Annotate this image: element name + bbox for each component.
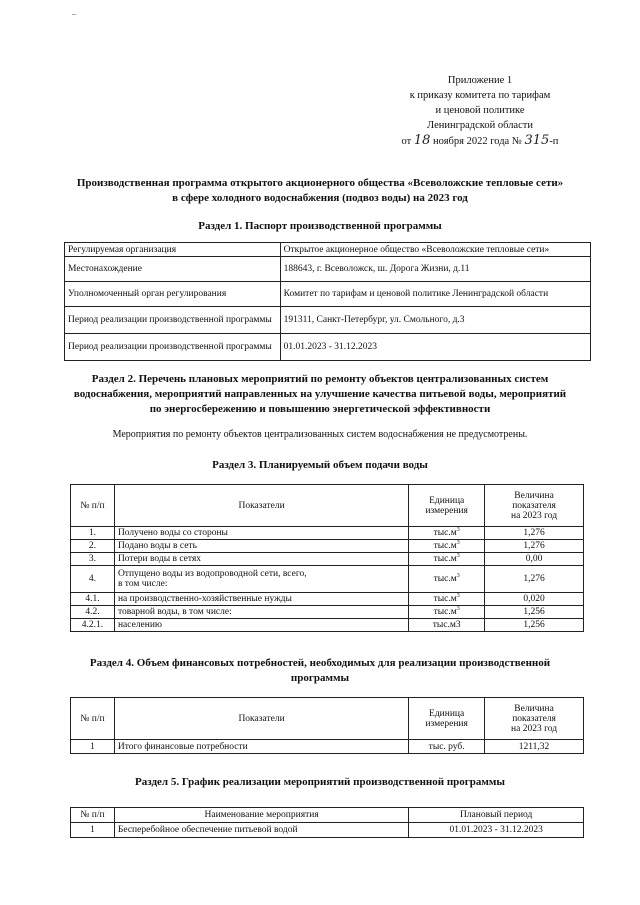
section2-heading-line1: Раздел 2. Перечень плановых мероприятий по ремонту объектов централизованных систем [91, 373, 549, 385]
row-num: 4.1. [71, 593, 115, 606]
section2-note: Мероприятия по ремонту объектов централизованных систем водоснабжения не предусмотрены. [112, 429, 528, 440]
table-row [71, 527, 584, 540]
section1-heading: Раздел 1. Паспорт производственной программы [198, 220, 442, 232]
table-row [65, 282, 591, 307]
row-name-line2: в том числе: [117, 579, 168, 589]
passport-label: Уполномоченный орган регулирования [65, 282, 281, 307]
table-header-row [71, 698, 584, 740]
row-value: 1211,32 [485, 740, 584, 754]
header-value [485, 698, 584, 740]
section3-heading: Раздел 3. Планируемый объем подачи воды [212, 459, 428, 471]
header-num: № п/п [71, 698, 115, 740]
number-suffix: -п [549, 136, 559, 147]
row-num: 2. [71, 540, 115, 553]
header-unit-line1: Единица [429, 708, 465, 719]
table-row [65, 307, 591, 334]
header-value-line2: показателя [512, 500, 556, 511]
row-name: Итого финансовые потребности [114, 740, 408, 754]
section4-heading-line2: программы [290, 672, 350, 684]
unit-text: тыс.м [433, 541, 457, 551]
table-row [65, 334, 591, 361]
table-row [71, 823, 584, 838]
header-indicator: Показатели [114, 485, 408, 527]
document-title [40, 176, 600, 206]
table-row [65, 243, 591, 257]
section2-heading-line2: водоснабжения, мероприятий направленных на улучшение качества питьевой воды, мероприятий [73, 388, 567, 400]
row-unit: тыс. руб. [409, 740, 485, 754]
row-unit [409, 540, 485, 553]
table-header-row [71, 808, 584, 823]
row-period: 01.01.2023 - 31.12.2023 [409, 823, 584, 838]
row-value: 1,256 [485, 619, 584, 632]
row-num: 1 [71, 823, 115, 838]
header-period: Плановый период [409, 808, 584, 823]
row-name: Подано воды в сеть [114, 540, 408, 553]
appendix-block [380, 73, 580, 149]
header-num: № п/п [71, 808, 115, 823]
row-value: 1,276 [485, 527, 584, 540]
row-name [114, 566, 408, 593]
header-unit-line2: измерения [425, 718, 468, 729]
header-value-line3: на 2023 год [511, 510, 558, 521]
passport-label: Период реализации производственной программы [65, 334, 281, 361]
table-header-row [71, 485, 584, 527]
row-value: 0,020 [485, 593, 584, 606]
title-line1: Производственная программа открытого акционерного общества «Всеволожские тепловые сети» [76, 177, 564, 189]
row-name: на производственно-хозяйственные нужды [114, 593, 408, 606]
table-row [71, 540, 584, 553]
row-value: 1,276 [485, 566, 584, 593]
row-num: 1. [71, 527, 115, 540]
table-row [71, 553, 584, 566]
passport-value: 191311, Санкт-Петербург, ул. Смольного, д.3 [280, 307, 590, 334]
unit-text: тыс.м [433, 554, 457, 564]
date-prefix: от [401, 136, 412, 147]
unit-sup: 3 [456, 592, 460, 599]
section2-heading [40, 372, 600, 417]
appendix-date-line [380, 133, 580, 149]
row-name: населению [114, 619, 408, 632]
row-value: 0,00 [485, 553, 584, 566]
passport-label: Местонахождение [65, 257, 281, 282]
unit-text: тыс.м3 [432, 620, 461, 630]
header-unit [409, 698, 485, 740]
row-num: 3. [71, 553, 115, 566]
row-value: 1,276 [485, 540, 584, 553]
passport-value: 188643, г. Всеволожск, ш. Дорога Жизни, д.11 [280, 257, 590, 282]
passport-table [64, 242, 591, 361]
unit-sup: 3 [456, 526, 460, 533]
handwritten-day: 18 [413, 133, 431, 148]
appendix-line2: к приказу комитета по тарифам [409, 90, 551, 101]
table-row [71, 619, 584, 632]
header-value-line1: Величина [514, 703, 554, 714]
water-volume-table [70, 484, 584, 632]
unit-text: тыс.м [433, 574, 457, 584]
passport-value: Открытое акционерное общество «Всеволожские тепловые сети» [280, 243, 590, 257]
table-row [71, 566, 584, 593]
unit-text: тыс.м [433, 594, 457, 604]
section2-heading-line3: по энергосбережению и повышению энергетической эффективности [149, 403, 491, 415]
header-unit-line2: измерения [425, 505, 468, 516]
unit-sup: 3 [456, 552, 460, 559]
passport-label: Регулируемая организация [65, 243, 281, 257]
header-value-line2: показателя [512, 713, 556, 724]
row-name: Потери воды в сетях [114, 553, 408, 566]
header-value-line1: Величина [514, 490, 554, 501]
passport-value: 01.01.2023 - 31.12.2023 [280, 334, 590, 361]
passport-label: Период реализации производственной программы [65, 307, 281, 334]
unit-sup: 3 [456, 605, 460, 612]
row-unit [409, 619, 485, 632]
handwritten-number: 315 [524, 133, 550, 148]
table-row [65, 257, 591, 282]
header-num: № п/п [71, 485, 115, 527]
row-num: 4. [71, 566, 115, 593]
passport-value: Комитет по тарифам и ценовой политике Ленинградской области [280, 282, 590, 307]
title-line2: в сфере холодного водоснабжения (подвоз воды) на 2023 год [172, 192, 468, 204]
row-unit [409, 566, 485, 593]
header-value-line3: на 2023 год [511, 723, 558, 734]
appendix-line4: Ленинградской области [427, 120, 533, 131]
appendix-line1: Приложение 1 [447, 75, 513, 86]
row-unit [409, 527, 485, 540]
row-num: 4.2.1. [71, 619, 115, 632]
section5-heading: Раздел 5. График реализации мероприятий производственной программы [135, 776, 505, 788]
date-middle: ноября 2022 года № [433, 136, 522, 147]
table-row [71, 606, 584, 619]
header-unit-line1: Единица [429, 495, 465, 506]
header-unit [409, 485, 485, 527]
table-row [71, 740, 584, 754]
unit-sup: 3 [456, 539, 460, 546]
schedule-table [70, 807, 584, 838]
row-num: 1 [71, 740, 115, 754]
financial-table [70, 697, 584, 754]
section4-heading-line1: Раздел 4. Объем финансовых потребностей, необходимых для реализации производственной [89, 657, 551, 669]
row-value: 1,256 [485, 606, 584, 619]
unit-sup: 3 [456, 572, 460, 579]
row-unit [409, 606, 485, 619]
header-name: Наименование мероприятия [114, 808, 408, 823]
unit-text: тыс.м [433, 607, 457, 617]
row-name: Бесперебойное обеспечение питьевой водой [114, 823, 408, 838]
scan-mark [72, 14, 76, 15]
row-num: 4.2. [71, 606, 115, 619]
table-row [71, 593, 584, 606]
row-name-line1: Отпущено воды из водопроводной сети, всего, [117, 569, 307, 579]
row-name: Получено воды со стороны [114, 527, 408, 540]
header-indicator: Показатели [114, 698, 408, 740]
row-unit [409, 593, 485, 606]
row-name: товарной воды, в том числе: [114, 606, 408, 619]
row-unit [409, 553, 485, 566]
unit-text: тыс.м [433, 528, 457, 538]
header-value [485, 485, 584, 527]
section4-heading [40, 656, 600, 686]
appendix-line3: и ценовой политике [435, 105, 525, 116]
